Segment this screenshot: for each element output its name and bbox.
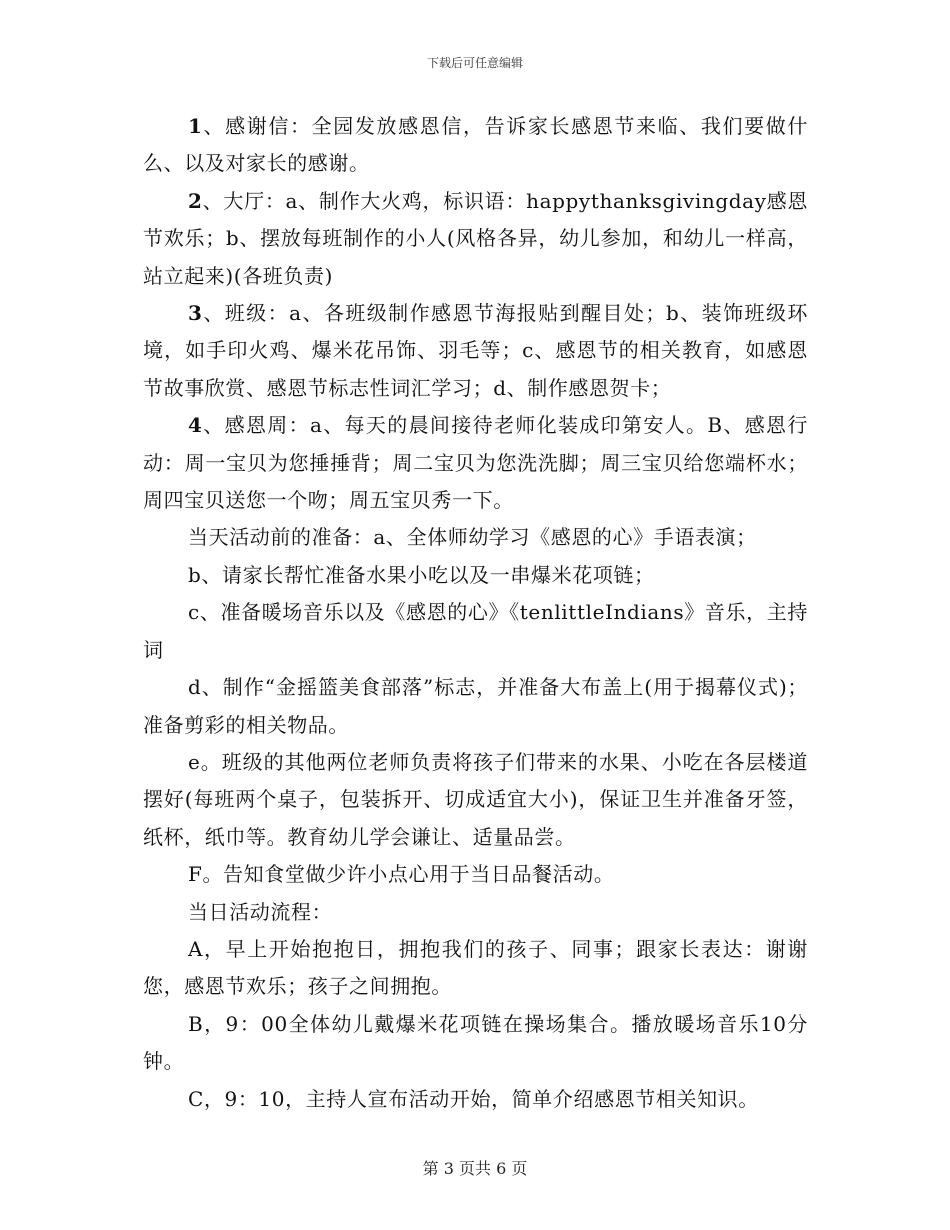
page-footer: 第 3 页共 6 页 (422, 1159, 528, 1178)
paragraph-2 (143, 183, 808, 295)
paragraph-prep-intro (143, 519, 808, 556)
paragraph-flow-b (143, 1006, 808, 1081)
paragraph-1 (143, 108, 808, 183)
paragraph-prep-d (143, 669, 808, 744)
paragraph-text: d、制作“金摇篮美食部落”标志，并准备大布盖上(用于揭幕仪式)；准备剪彩的相关物品。 (143, 675, 808, 737)
paragraph-prep-c (143, 594, 808, 669)
paragraph-prep-e (143, 744, 808, 856)
paragraph-text: c、准备暖场音乐以及《感恩的心》《tenlittleIndians》音乐，主持词 (143, 600, 808, 662)
paragraph-flow-heading (143, 894, 808, 931)
item-number: 3 (188, 301, 203, 326)
paragraph-prep-f (143, 856, 808, 893)
item-number: 4 (188, 413, 203, 438)
paragraph-text: 当日活动流程： (188, 899, 333, 924)
paragraph-3 (143, 295, 808, 407)
paragraph-text: 、感谢信：全园发放感恩信，告诉家长感恩节来临、我们要做什么、以及对家长的感谢。 (143, 114, 808, 176)
page-header: 下载后可任意编辑 (426, 56, 523, 70)
paragraph-text: C，9：10，主持人宣布活动开始，简单介绍感恩节相关知识。 (188, 1086, 759, 1111)
paragraph-4 (143, 407, 808, 519)
paragraph-text: 、大厅：a、制作大火鸡，标识语：happythanksgivingday感恩节欢乐；b、摆放每班制作的小人(风格各异，幼儿参加，和幼儿一样高，站立起来)(各班负责) (143, 188, 808, 288)
paragraph-text: 、感恩周：a、每天的晨间接待老师化装成印第安人。B、感恩行动：周一宝贝为您捶捶背；周二宝贝为您洗洗脚；周三宝贝给您端杯水；周四宝贝送您一个吻；周五宝贝秀一下。 (143, 413, 808, 513)
paragraph-text: B，9：00全体幼儿戴爆米花项链在操场集合。播放暖场音乐10分钟。 (143, 1011, 808, 1074)
document-body (143, 108, 808, 1118)
paragraph-text: 当天活动前的准备：a、全体师幼学习《感恩的心》手语表演； (188, 525, 757, 550)
paragraph-flow-c (143, 1081, 808, 1118)
paragraph-text: F。告知食堂做少许小点心用于当日品餐活动。 (188, 862, 615, 887)
paragraph-text: 、班级：a、各班级制作感恩节海报贴到醒目处；b、装饰班级环境，如手印火鸡、爆米花吊饰、羽毛等；c、感恩节的相关教育，如感恩节故事欣赏、感恩节标志性词汇学习；d、制作感恩贺卡； (143, 301, 808, 400)
paragraph-flow-a (143, 931, 808, 1006)
item-number: 2 (188, 188, 203, 213)
paragraph-text: A，早上开始抱抱日，拥抱我们的孩子、同事；跟家长表达：谢谢您，感恩节欢乐；孩子之间拥抱。 (143, 936, 808, 999)
paragraph-text: b、请家长帮忙准备水果小吃以及一串爆米花项链； (188, 562, 655, 587)
paragraph-text: e。班级的其他两位老师负责将孩子们带来的水果、小吃在各层楼道摆好(每班两个桌子，包装拆开、切成适宜大小)，保证卫生并准备牙签，纸杯，纸巾等。教育幼儿学会谦让、适量品尝。 (143, 749, 808, 849)
item-number: 1 (188, 114, 203, 138)
paragraph-prep-b (143, 557, 808, 594)
